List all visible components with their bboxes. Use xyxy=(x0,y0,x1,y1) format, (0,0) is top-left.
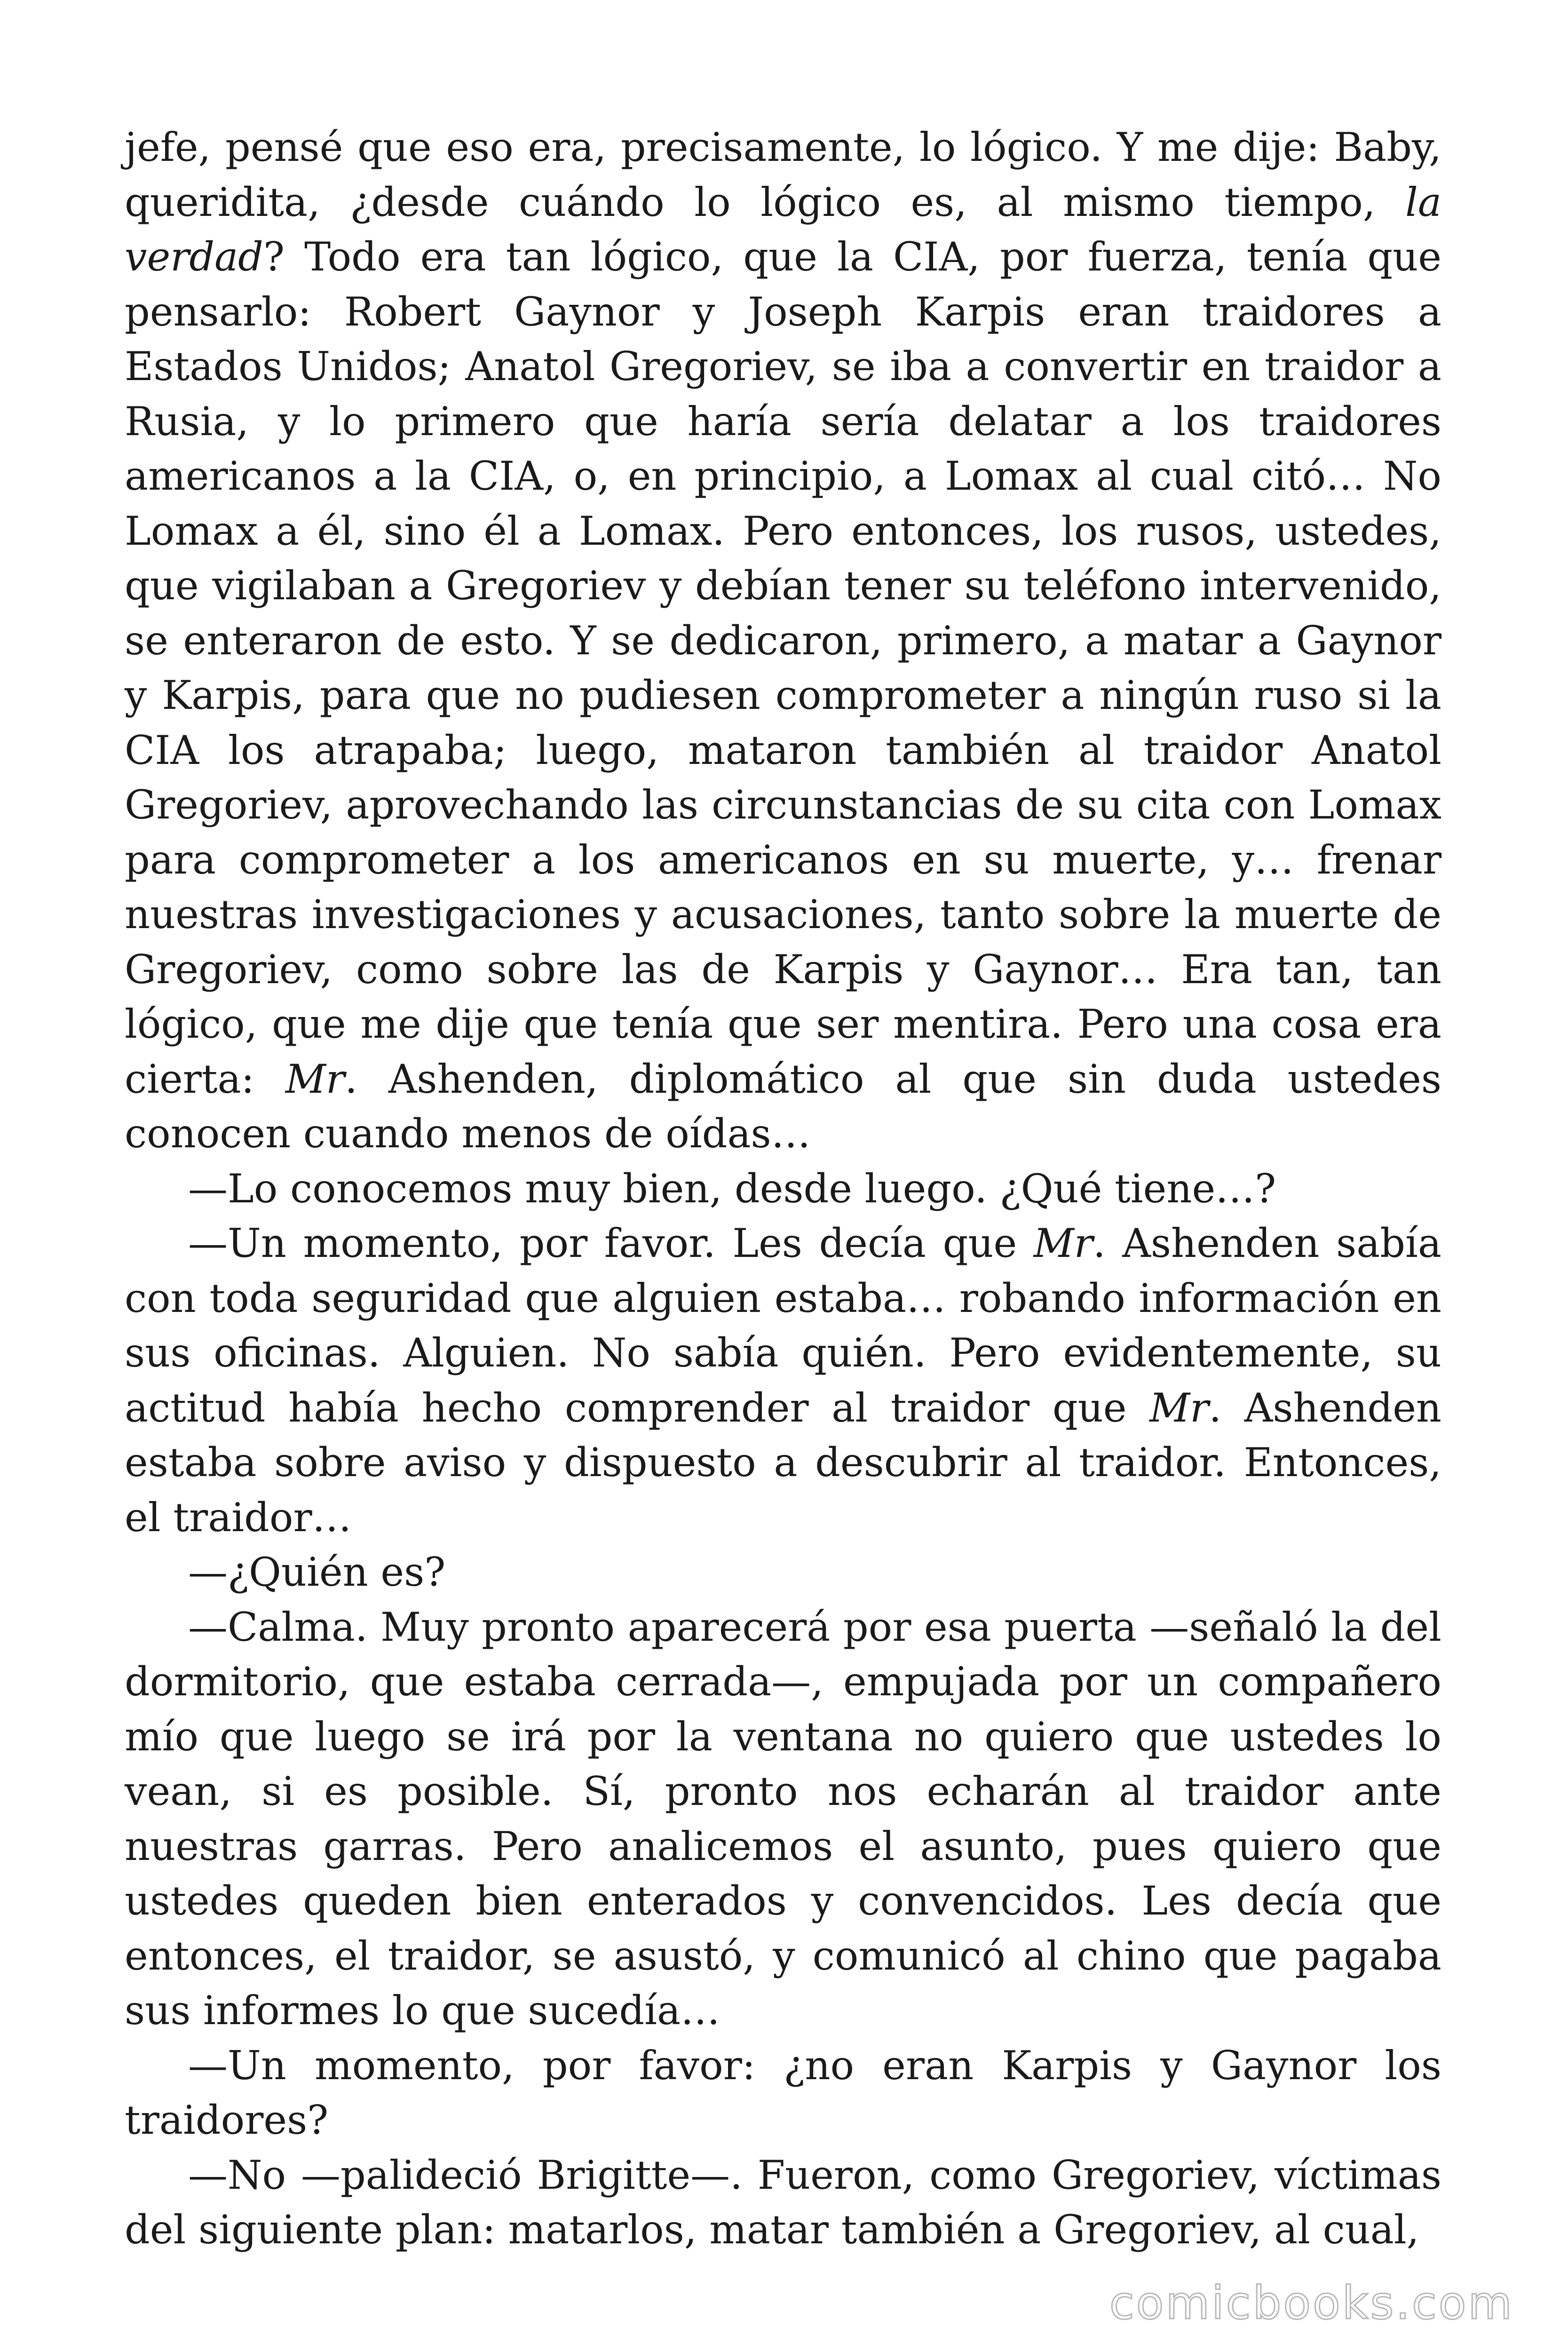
italic-text-segment: Mr xyxy=(285,1056,345,1102)
body-text xyxy=(125,120,1441,2257)
text-segment: —No —palideció Brigitte—. Fueron, como Gregoriev, víctimas del siguiente plan: matarlos, matar también a Gregoriev, al cual, xyxy=(125,2152,1441,2253)
italic-text-segment: la verdad xyxy=(125,179,1441,280)
paragraph xyxy=(125,2038,1441,2148)
paragraph xyxy=(125,1600,1441,2038)
text-segment: ? Todo era tan lógico, que la CIA, por fuerza, tenía que pensarlo: Robert Gaynor y Joseph Karpis eran traidores a Estados Unidos; Anatol Gregoriev, se iba a convertir en traidor a Rusia, y lo primero que haría sería delatar a los traidores americanos a la CIA, o, en principio, a Lomax al cual citó… No Lomax a él, sino él a Lomax. Pero entonces, los rusos, ustedes, que vigilaban a Gregoriev y debían tener su teléfono intervenido, se enteraron de esto. Y se dedicaron, primero, a matar a Gaynor y Karpis, para que no pudiesen comprometer a ningún ruso si la CIA los atrapaba; luego, mataron también al traidor Anatol Gregoriev, aprovechando las circunstancias de su cita con Lomax para comprometer a los americanos en su muerte, y… frenar nuestras investigaciones y acusaciones, tanto sobre la muerte de Gregoriev, como sobre las de Karpis y Gaynor… Era tan, tan lógico, que me dije que tenía que ser mentira. Pero una cosa era cierta: xyxy=(125,234,1441,1102)
paragraph xyxy=(125,2148,1441,2257)
italic-text-segment: Mr xyxy=(1033,1220,1093,1266)
paragraph xyxy=(125,1545,1441,1600)
watermark: comicbooks.com xyxy=(1109,2277,1514,2329)
paragraph xyxy=(125,120,1441,1161)
text-segment: —Un momento, por favor. Les decía que xyxy=(188,1220,1034,1266)
paragraph xyxy=(125,1216,1441,1545)
text-segment: —Un momento, por favor: ¿no eran Karpis y Gaynor los traidores? xyxy=(125,2042,1441,2143)
paragraph xyxy=(125,1161,1441,1216)
text-segment: . Ashenden sabía con toda seguridad que alguien estaba… robando información en sus oficinas. Alguien. No sabía quién. Pero evidentemente, su actitud había hecho comprender al traidor que xyxy=(125,1220,1441,1431)
text-segment: . Ashenden estaba sobre aviso y dispuesto a descubrir al traidor. Entonces, el traidor… xyxy=(125,1384,1441,1541)
text-segment: —¿Quién es? xyxy=(188,1549,446,1595)
italic-text-segment: Mr xyxy=(1149,1384,1209,1431)
text-segment: —Calma. Muy pronto aparecerá por esa puerta —señaló la del dormitorio, que estaba cerrada—, empujada por un compañero mío que luego se irá por la ventana no quiero que ustedes lo vean, si es posible. Sí, pronto nos echarán al traidor ante nuestras garras. Pero analicemos el asunto, pues quiero que ustedes queden bien enterados y convencidos. Les decía que entonces, el traidor, se asustó, y comunicó al chino que pagaba sus informes lo que sucedía… xyxy=(125,1604,1441,2034)
text-segment: —Lo conocemos muy bien, desde luego. ¿Qué tiene…? xyxy=(188,1165,1276,1212)
text-segment: . Ashenden, diplomático al que sin duda ustedes conocen cuando menos de oídas… xyxy=(125,1056,1441,1157)
text-segment: jefe, pensé que eso era, precisamente, lo lógico. Y me dije: Baby, queridita, ¿desde cuándo lo lógico es, al mismo tiempo, xyxy=(125,124,1441,225)
